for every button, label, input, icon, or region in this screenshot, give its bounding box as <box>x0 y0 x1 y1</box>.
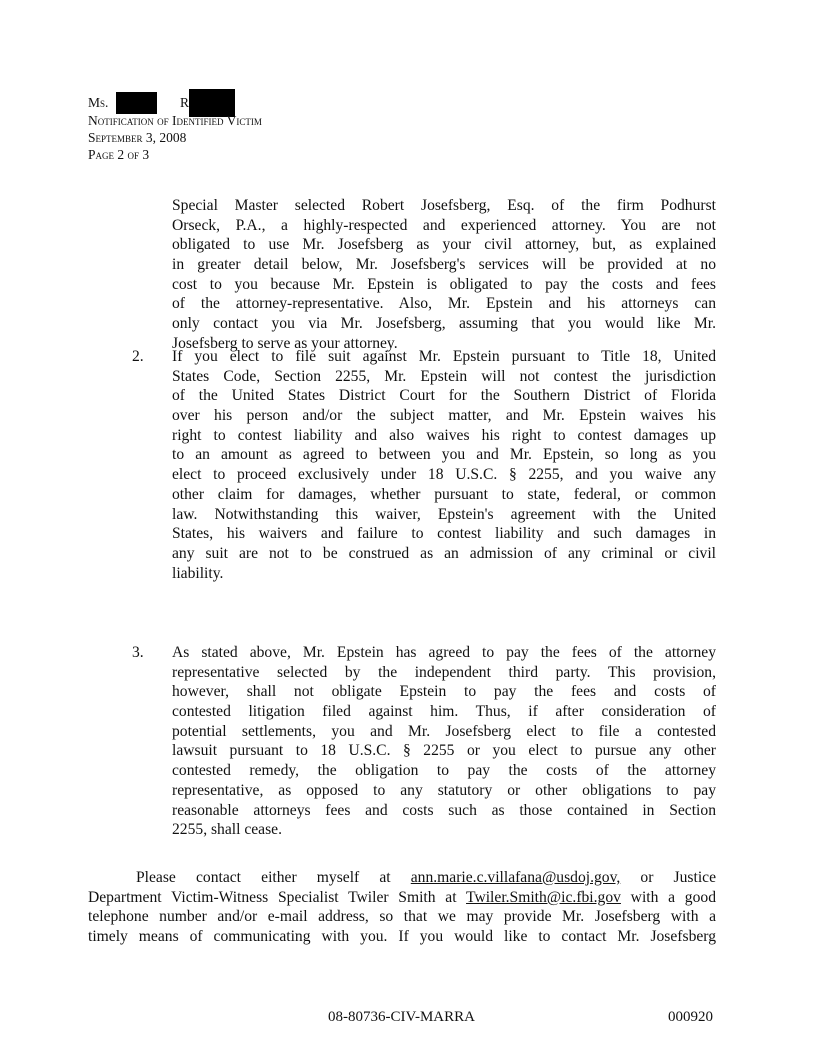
text-line: contested litigation filed against him. Thus, if after consideration of <box>172 703 716 721</box>
text-line: States Code, Section 2255, Mr. Epstein will not contest the jurisdiction <box>172 367 716 385</box>
text-line: obligated to use Mr. Josefsberg as your civil attorney, but, as explained <box>172 236 716 254</box>
closing-paragraph <box>88 868 716 947</box>
date-line: September 3, 2008 <box>88 130 187 145</box>
text-line: States, his waivers and failure to contest liability and such damages in <box>172 525 716 543</box>
text: Department Victim-Witness Specialist Twiler Smith at <box>88 888 467 906</box>
text-line: over his person and/or the subject matter, and Mr. Epstein waives his <box>172 407 716 425</box>
page-number: Page 2 of 3 <box>88 147 150 162</box>
subject-line: Notification of Identified Victim <box>88 113 262 128</box>
text-line: representative selected by the independent third party. This provision, <box>172 663 716 681</box>
text-line: contested remedy, the obligation to pay the costs of the attorney <box>172 762 716 780</box>
text-line: other claim for damages, whether pursuant to state, federal, or common <box>172 485 716 503</box>
text-line: timely means of communicating with you. If you would like to contact Mr. Josefsberg <box>88 928 716 946</box>
text-line: reasonable attorneys fees and costs such as those contained in Section <box>172 801 716 819</box>
recipient-initial: R <box>180 95 190 110</box>
text-line: lawsuit pursuant to 18 U.S.C. § 2255 or you elect to pursue any other <box>172 742 716 760</box>
recipient-prefix: Ms. <box>88 95 109 110</box>
text-line: Special Master selected Robert Josefsberg, Esq. of the firm Podhurst <box>172 197 716 214</box>
text-line <box>88 888 716 908</box>
text-line: liability. <box>172 564 224 582</box>
text-line: in greater detail below, Mr. Josefsberg's services will be provided at no <box>172 256 716 274</box>
text-line: to an amount as agreed to between you and Mr. Epstein, so long as you <box>172 446 716 464</box>
text-line: 2255, shall cease. <box>172 821 282 839</box>
text-line: potential settlements, you and Mr. Josefsberg elect to file a contested <box>172 722 716 740</box>
recipient-line <box>88 94 190 111</box>
text-line: right to contest liability and also waives his right to contest damages up <box>172 426 716 444</box>
text-line <box>88 868 716 888</box>
text: or Justice <box>620 869 716 886</box>
text-line: any suit are not to be construed as an admission of any criminal or civil <box>172 544 716 562</box>
email-link-villafana[interactable]: ann.marie.c.villafana@usdoj.gov, <box>410 869 621 886</box>
text-line: Orseck, P.A., a highly-respected and experienced attorney. You are not <box>172 216 716 234</box>
bates-number: 000920 <box>668 1009 713 1025</box>
text-line: cost to you because Mr. Epstein is obligated to pay the costs and fees <box>172 275 716 293</box>
text-line: Josefsberg to serve as your attorney. <box>172 334 398 352</box>
paragraph-special-master <box>172 196 716 354</box>
text: with a good <box>620 888 716 906</box>
text-line: however, shall not obligate Epstein to pay the fees and costs of <box>172 683 716 701</box>
redaction-box <box>116 92 157 114</box>
text: Please contact either myself at <box>136 869 411 886</box>
item-number: 2. <box>132 348 144 365</box>
text-line: representative, as opposed to any statutory or other obligations to pay <box>172 781 716 799</box>
text-line: of the United States District Court for the Southern District of Florida <box>172 387 716 405</box>
text-line: As stated above, Mr. Epstein has agreed to pay the fees of the attorney <box>172 644 716 661</box>
text-line: If you elect to file suit against Mr. Epstein pursuant to Title 18, United <box>172 348 716 365</box>
text-line: law. Notwithstanding this waiver, Epstein's agreement with the United <box>172 505 716 523</box>
text-line: of the attorney-representative. Also, Mr. Epstein and his attorneys can <box>172 295 716 313</box>
email-link-smith[interactable]: Twiler.Smith@ic.fbi.gov <box>466 888 621 906</box>
text-line: only contact you via Mr. Josefsberg, assuming that you would like Mr. <box>172 315 716 333</box>
text-line: telephone number and/or e-mail address, so that we may provide Mr. Josefsberg with a <box>88 908 716 926</box>
item-3-fees <box>172 643 716 840</box>
case-number: 08-80736-CIV-MARRA <box>328 1009 475 1025</box>
text-line: elect to proceed exclusively under 18 U.S.C. § 2255, and you waive any <box>172 466 716 484</box>
item-2-waiver <box>172 347 716 583</box>
item-number: 3. <box>132 644 144 661</box>
